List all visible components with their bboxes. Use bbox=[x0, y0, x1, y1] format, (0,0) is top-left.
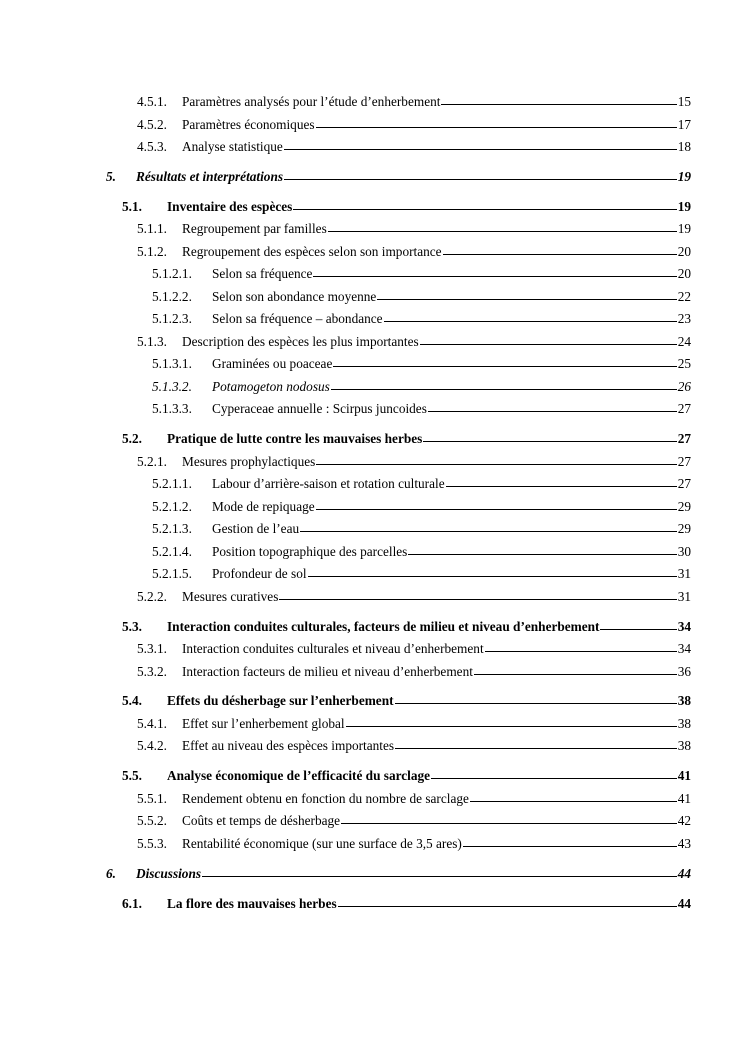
toc-entry[interactable] bbox=[152, 499, 691, 515]
toc-entry[interactable] bbox=[137, 94, 691, 110]
toc-entry-title: Interaction facteurs de milieu et niveau d’enherbement bbox=[182, 664, 473, 679]
toc-entry-title: Analyse statistique bbox=[182, 139, 283, 154]
toc-entry[interactable] bbox=[137, 117, 691, 133]
toc-leader-line bbox=[474, 674, 677, 675]
toc-entry-number: 5.3. bbox=[122, 619, 142, 634]
toc-leader-line bbox=[420, 344, 677, 345]
toc-leader-line bbox=[428, 411, 677, 412]
toc-entry-page-number: 15 bbox=[677, 94, 691, 109]
toc-leader-line bbox=[279, 599, 676, 600]
toc-leader-line bbox=[423, 441, 676, 442]
toc-entry[interactable] bbox=[152, 266, 691, 282]
toc-entry-number: 5.1.3.3. bbox=[152, 401, 192, 416]
toc-leader-line bbox=[202, 876, 677, 877]
toc-entry-page-number: 36 bbox=[677, 664, 691, 679]
toc-entry-title: Graminées ou poaceae bbox=[212, 356, 333, 371]
toc-entry[interactable] bbox=[122, 896, 691, 912]
toc-entry[interactable] bbox=[152, 566, 691, 582]
toc-entry-page-number: 25 bbox=[677, 356, 691, 371]
toc-entry-number: 5.3.2. bbox=[137, 664, 167, 679]
toc-entry[interactable] bbox=[122, 431, 691, 447]
toc-entry-title: Position topographique des parcelles bbox=[212, 544, 408, 559]
toc-entry-page-number: 44 bbox=[677, 866, 691, 881]
toc-entry-page-number: 17 bbox=[677, 117, 691, 132]
toc-entry[interactable] bbox=[106, 866, 691, 882]
toc-entry-page-number: 27 bbox=[677, 454, 691, 469]
toc-entry-number: 5.2.2. bbox=[137, 589, 167, 604]
toc-leader-line bbox=[316, 509, 677, 510]
toc-entry-page-number: 34 bbox=[677, 619, 691, 634]
toc-entry-number: 5.1.2. bbox=[137, 244, 167, 259]
toc-leader-line bbox=[316, 464, 676, 465]
toc-entry-page-number: 19 bbox=[677, 199, 691, 214]
toc-entry[interactable] bbox=[152, 311, 691, 327]
toc-entry-title: Mesures prophylactiques bbox=[182, 454, 316, 469]
toc-entry[interactable] bbox=[122, 768, 691, 784]
toc-entry-number: 5.1.2.2. bbox=[152, 289, 192, 304]
toc-entry-page-number: 23 bbox=[677, 311, 691, 326]
toc-entry-title: Paramètres analysés pour l’étude d’enherbement bbox=[182, 94, 441, 109]
toc-entry[interactable] bbox=[137, 589, 691, 605]
toc-entry-title: Mode de repiquage bbox=[212, 499, 315, 514]
toc-entry-number: 5.2.1.3. bbox=[152, 521, 192, 536]
toc-entry-number: 5.5.2. bbox=[137, 813, 167, 828]
toc-leader-line bbox=[293, 209, 676, 210]
toc-entry-number: 6. bbox=[106, 866, 116, 881]
toc-entry-page-number: 31 bbox=[677, 589, 691, 604]
toc-entry-page-number: 38 bbox=[677, 716, 691, 731]
toc-leader-line bbox=[384, 321, 677, 322]
toc-entry-title: Mesures curatives bbox=[182, 589, 279, 604]
toc-entry-number: 5.2.1.1. bbox=[152, 476, 192, 491]
toc-entry-title: La flore des mauvaises herbes bbox=[167, 896, 337, 911]
toc-entry-page-number: 24 bbox=[677, 334, 691, 349]
toc-leader-line bbox=[328, 231, 677, 232]
toc-entry-page-number: 42 bbox=[677, 813, 691, 828]
toc-leader-line bbox=[300, 531, 677, 532]
toc-entry-number: 5.2.1.4. bbox=[152, 544, 192, 559]
toc-leader-line bbox=[346, 726, 677, 727]
toc-entry-number: 5.5.3. bbox=[137, 836, 167, 851]
toc-leader-line bbox=[377, 299, 676, 300]
toc-entry-number: 5.1.3.1. bbox=[152, 356, 192, 371]
toc-leader-line bbox=[316, 127, 677, 128]
toc-entry[interactable] bbox=[137, 334, 691, 350]
toc-leader-line bbox=[431, 778, 677, 779]
toc-entry-page-number: 27 bbox=[677, 401, 691, 416]
toc-entry-number: 4.5.3. bbox=[137, 139, 167, 154]
toc-entry-title: Description des espèces les plus importantes bbox=[182, 334, 419, 349]
toc-entry-title: Interaction conduites culturales, facteurs de milieu et niveau d’enherbement bbox=[167, 619, 600, 634]
toc-entry-page-number: 19 bbox=[677, 221, 691, 236]
toc-entry-page-number: 29 bbox=[677, 499, 691, 514]
toc-entry[interactable] bbox=[122, 619, 691, 635]
toc-entry-page-number: 26 bbox=[677, 379, 691, 394]
toc-entry-number: 5.1.1. bbox=[137, 221, 167, 236]
toc-entry-page-number: 27 bbox=[677, 431, 691, 446]
toc-entry-title: Profondeur de sol bbox=[212, 566, 307, 581]
toc-entry[interactable] bbox=[137, 813, 691, 829]
toc-leader-line bbox=[331, 389, 677, 390]
toc-entry-number: 5.4.1. bbox=[137, 716, 167, 731]
toc-entry-page-number: 20 bbox=[677, 244, 691, 259]
toc-entry-page-number: 30 bbox=[677, 544, 691, 559]
toc-entry-page-number: 41 bbox=[677, 768, 691, 783]
toc-entry[interactable] bbox=[122, 693, 691, 709]
toc-entry-number: 5.2.1.5. bbox=[152, 566, 192, 581]
toc-entry-title: Résultats et interprétations bbox=[136, 169, 284, 184]
toc-entry[interactable] bbox=[137, 454, 691, 470]
toc-entry-title: Discussions bbox=[136, 866, 202, 881]
toc-entry-page-number: 29 bbox=[677, 521, 691, 536]
toc-entry-title: Pratique de lutte contre les mauvaises herbes bbox=[167, 431, 423, 446]
toc-entry-page-number: 44 bbox=[677, 896, 691, 911]
toc-leader-line bbox=[308, 576, 677, 577]
toc-entry-number: 5.2. bbox=[122, 431, 142, 446]
toc-entry[interactable] bbox=[152, 521, 691, 537]
toc-entry-title: Rendement obtenu en fonction du nombre de sarclage bbox=[182, 791, 469, 806]
toc-entry[interactable] bbox=[137, 836, 691, 852]
toc-leader-line bbox=[470, 801, 677, 802]
toc-entry-page-number: 38 bbox=[677, 693, 691, 708]
toc-entry-title: Effets du désherbage sur l’enherbement bbox=[167, 693, 394, 708]
toc-entry-title: Selon sa fréquence bbox=[212, 266, 313, 281]
toc-entry-page-number: 19 bbox=[677, 169, 691, 184]
toc-entry[interactable] bbox=[152, 401, 691, 417]
toc-entry-title: Labour d’arrière-saison et rotation culturale bbox=[212, 476, 445, 491]
toc-entry-number: 5.2.1. bbox=[137, 454, 167, 469]
toc-entry-title: Regroupement des espèces selon son importance bbox=[182, 244, 442, 259]
toc-entry-number: 6.1. bbox=[122, 896, 142, 911]
toc-entry[interactable] bbox=[137, 139, 691, 155]
toc-leader-line bbox=[395, 748, 677, 749]
toc-entry-number: 4.5.1. bbox=[137, 94, 167, 109]
toc-entry-number: 5.4. bbox=[122, 693, 142, 708]
toc-entry-page-number: 38 bbox=[677, 738, 691, 753]
toc-entry-number: 5.1.2.1. bbox=[152, 266, 192, 281]
toc-entry-title: Interaction conduites culturales et niveau d’enherbement bbox=[182, 641, 484, 656]
toc-entry[interactable] bbox=[137, 716, 691, 732]
toc-entry-title: Selon son abondance moyenne bbox=[212, 289, 377, 304]
toc-entry[interactable] bbox=[152, 356, 691, 372]
toc-entry-title: Gestion de l’eau bbox=[212, 521, 300, 536]
toc-entry[interactable] bbox=[137, 221, 691, 237]
toc-leader-line bbox=[408, 554, 676, 555]
toc-leader-line bbox=[463, 846, 677, 847]
toc-entry-title: Selon sa fréquence – abondance bbox=[212, 311, 383, 326]
toc-entry-page-number: 20 bbox=[677, 266, 691, 281]
toc-entry-page-number: 34 bbox=[677, 641, 691, 656]
toc-entry-page-number: 18 bbox=[677, 139, 691, 154]
toc-entry-number: 5.2.1.2. bbox=[152, 499, 192, 514]
toc-leader-line bbox=[338, 906, 677, 907]
toc-entry-number: 4.5.2. bbox=[137, 117, 167, 132]
toc-entry-number: 5.1. bbox=[122, 199, 142, 214]
toc-entry-number: 5.5.1. bbox=[137, 791, 167, 806]
toc-entry-page-number: 22 bbox=[677, 289, 691, 304]
toc-leader-line bbox=[341, 823, 677, 824]
toc-entry[interactable] bbox=[137, 664, 691, 680]
toc-entry-title: Cyperaceae annuelle : Scirpus juncoides bbox=[212, 401, 427, 416]
toc-leader-line bbox=[443, 254, 677, 255]
toc-leader-line bbox=[333, 366, 676, 367]
toc-entry-page-number: 43 bbox=[677, 836, 691, 851]
toc-entry-number: 5.4.2. bbox=[137, 738, 167, 753]
toc-leader-line bbox=[446, 486, 677, 487]
toc-entry[interactable] bbox=[152, 476, 691, 492]
toc-leader-line bbox=[395, 703, 677, 704]
toc-entry-number: 5.1.3.2. bbox=[152, 379, 192, 394]
toc-entry-title: Regroupement par familles bbox=[182, 221, 327, 236]
toc-entry-title: Analyse économique de l’efficacité du sarclage bbox=[167, 768, 431, 783]
toc-entry-number: 5.1.2.3. bbox=[152, 311, 192, 326]
toc-entry-title: Inventaire des espèces bbox=[167, 199, 293, 214]
toc-entry[interactable] bbox=[137, 738, 691, 754]
toc-entry[interactable] bbox=[106, 169, 691, 185]
toc-entry-title: Coûts et temps de désherbage bbox=[182, 813, 341, 828]
toc-entry-number: 5.3.1. bbox=[137, 641, 167, 656]
toc-leader-line bbox=[441, 104, 676, 105]
toc-entry[interactable] bbox=[152, 379, 691, 395]
toc-entry[interactable] bbox=[152, 544, 691, 560]
toc-entry-number: 5.5. bbox=[122, 768, 142, 783]
toc-entry-title: Effet sur l’enherbement global bbox=[182, 716, 345, 731]
toc-leader-line bbox=[284, 179, 677, 180]
toc-entry-number: 5. bbox=[106, 169, 116, 184]
toc-entry[interactable] bbox=[152, 289, 691, 305]
toc-entry-title: Potamogeton nodosus bbox=[212, 379, 330, 394]
toc-entry-page-number: 41 bbox=[677, 791, 691, 806]
toc-entry-page-number: 31 bbox=[677, 566, 691, 581]
toc-entry-page-number: 27 bbox=[677, 476, 691, 491]
toc-leader-line bbox=[284, 149, 677, 150]
toc-entry-title: Rentabilité économique (sur une surface de 3,5 ares) bbox=[182, 836, 462, 851]
toc-leader-line bbox=[485, 651, 677, 652]
toc-entry[interactable] bbox=[137, 641, 691, 657]
toc-entry[interactable] bbox=[122, 199, 691, 215]
toc-entry-title: Effet au niveau des espèces importantes bbox=[182, 738, 395, 753]
toc-entry[interactable] bbox=[137, 791, 691, 807]
toc-entry-title: Paramètres économiques bbox=[182, 117, 315, 132]
toc-entry[interactable] bbox=[137, 244, 691, 260]
toc-leader-line bbox=[313, 276, 676, 277]
toc-entry-number: 5.1.3. bbox=[137, 334, 167, 349]
toc-leader-line bbox=[600, 629, 676, 630]
